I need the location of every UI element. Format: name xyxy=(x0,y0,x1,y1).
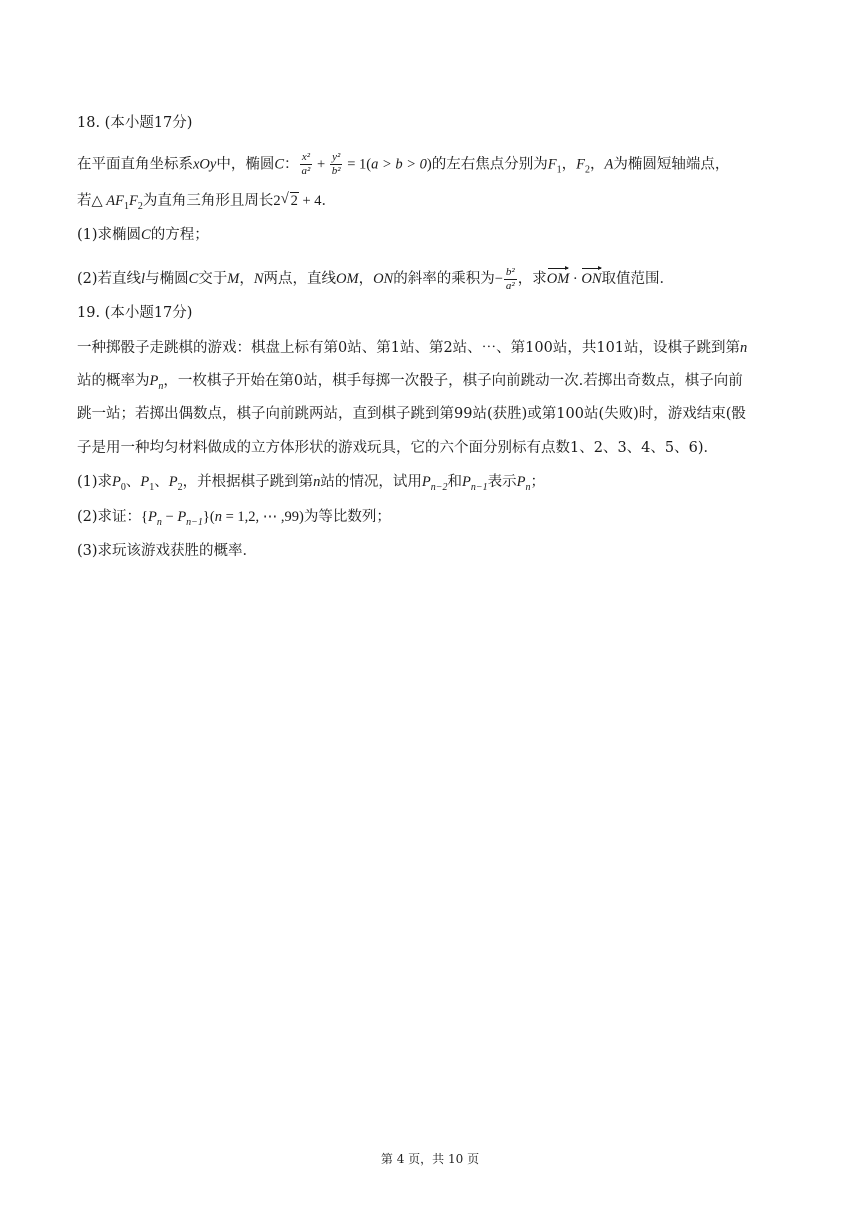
q18-part2: (2)若直线l与椭圆C交于M，N两点，直线OM，ON的斜率的乘积为− $\frac{\text{b²}}{\text{a²}}$ ，求OM · ON取值范围． xyxy=(77,265,675,292)
vector-on: ON xyxy=(581,266,601,289)
vector-om: OM xyxy=(547,266,570,289)
q19-stem-line1: 一种掷骰子走跳棋的游戏：棋盘上标有第0站、第1站、第2站、⋯、第100站，共101站，设棋子跳到第n xyxy=(77,340,748,356)
q18-header: 18. (本小题17分) xyxy=(77,115,193,131)
q18-part1: (1)求椭圆C的方程； xyxy=(77,227,209,243)
q19-part1: (1)求$P_0$、$P_1$、$P_2$，并根据棋子跳到第n站的情况，试用$P_{n-2}$和$P_{n-1}$表示$P_n$； xyxy=(77,474,545,493)
q19-part3: (3)求玩该游戏获胜的概率． xyxy=(77,543,258,559)
page-footer: 第 4 页，共 10 页 xyxy=(380,1152,480,1166)
fraction-y2-b2: $\frac{\text{y²}}{\text{b²}}$ xyxy=(331,151,341,177)
sqrt-symbol: √ 2 xyxy=(281,191,299,211)
q18-stem-line1: 在平面直角坐标系xOy中，椭圆C： $\frac{\text{x²}}{\text{a²}}$ + $\frac{\text{y²}}{\text{b²}}$ = 1(a > b > 0)的左右焦点分别为$F_1$，$F_2$，A为椭圆短轴端点， xyxy=(77,151,730,177)
q19-header: 19. (本小题17分) xyxy=(77,305,193,321)
q19-part2: (2)求证：$\{P_n - P_{n-1}\}(n = 1,2$, ⋯ ,99)为等比数列； xyxy=(77,509,391,528)
q18-stem-line2: 若△ $AF_1F_2$为直角三角形且周长2√ 2 + 4． xyxy=(77,191,336,211)
fraction-b2-a2: $\frac{\text{b²}}{\text{a²}}$ xyxy=(505,265,515,292)
fraction-x2-a2: $\frac{\text{x²}}{\text{a²}}$ xyxy=(301,151,311,177)
q19-stem-line4: 子是用一种均匀材料做成的立方体形状的游戏玩具，它的六个面分别标有点数1、2、3、4、5、6)． xyxy=(77,440,719,456)
q19-stem-line2: 站的概率为$P_n$，一枚棋子开始在第0站，棋手每掷一次骰子，棋子向前跳动一次.若掷出奇数点，棋子向前 xyxy=(77,373,743,392)
q19-stem-line3: 跳一站；若掷出偶数点，棋子向前跳两站，直到棋子跳到第99站(获胜)或第100站(失败)时，游戏结束(骰 xyxy=(77,406,746,422)
